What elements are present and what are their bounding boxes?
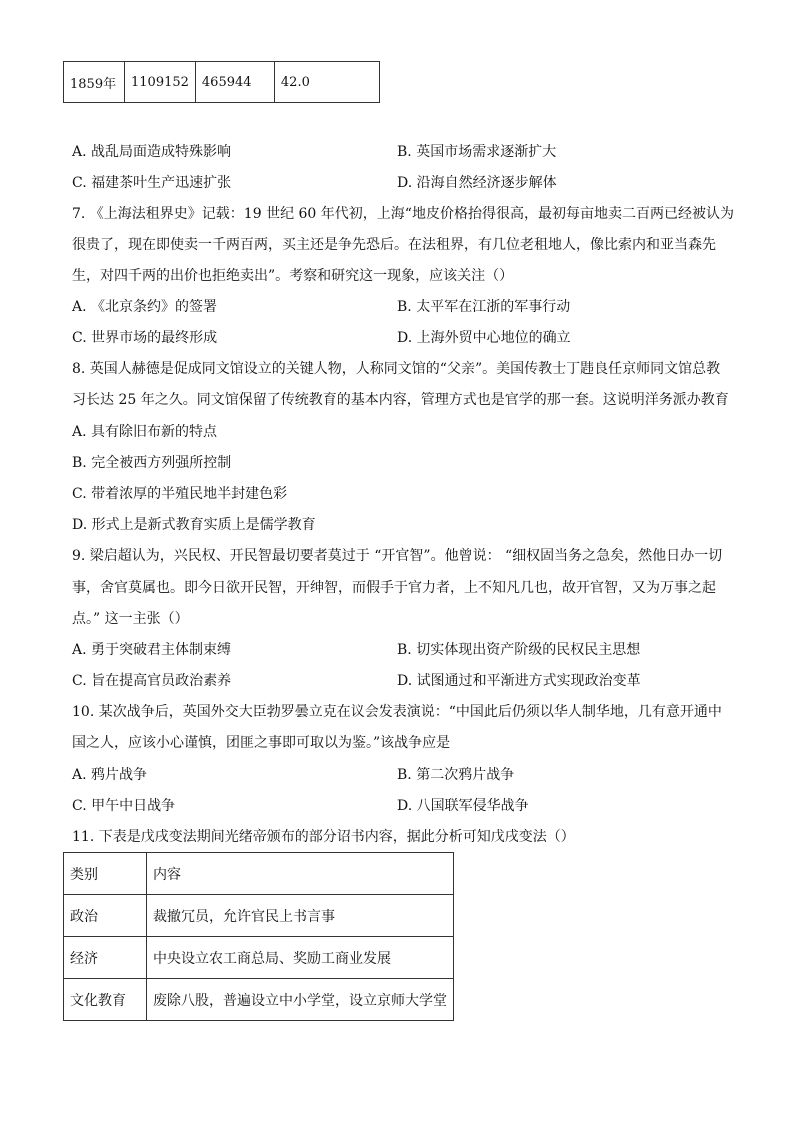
q10-option-b: B. 第二次鸦片战争 xyxy=(397,767,515,783)
table-cell: 1859年 xyxy=(64,62,125,103)
q7-option-a: A. 《北京条约》的签署 xyxy=(72,299,218,315)
table-cell: 经济 xyxy=(64,937,147,979)
q11-stem-line1: 11. 下表是戊戌变法期间光绪帝颁布的部分诏书内容，据此分析可知戊戌变法（） xyxy=(72,829,575,845)
q8-option-a: A. 具有除旧布新的特点 xyxy=(72,424,218,440)
table-row xyxy=(64,895,454,937)
data-table-fragment xyxy=(63,61,380,103)
q7-stem-line3: 生，对四千两的出价也拒绝卖出”。考察和研究这一现象，应该关注（） xyxy=(72,268,514,284)
q8-stem-line1: 8. 英国人赫德是促成同文馆设立的关键人物，人称同文馆的“父亲”。美国传教士丁韪良任京师同文馆总教 xyxy=(72,361,721,377)
q10-option-c: C. 甲午中日战争 xyxy=(72,798,176,814)
q9-option-c: C. 旨在提高官员政治素养 xyxy=(72,673,232,689)
table-cell: 废除八股，普遍设立中小学堂，设立京师大学堂 xyxy=(147,979,454,1021)
table-cell: 465944 xyxy=(195,62,274,103)
table-cell: 42.0 xyxy=(274,62,379,103)
q7-option-c: C. 世界市场的最终形成 xyxy=(72,330,218,346)
q9-stem-line1: 9. 梁启超认为，兴民权、开民智最切要者莫过于 “开官智”。他曾说： “细权固当务之急矣，然他日办一切 xyxy=(72,548,723,564)
q10-option-d: D. 八国联军侵华战争 xyxy=(397,798,529,814)
q10-stem-line1: 10. 某次战争后，英国外交大臣勃罗曇立克在议会发表演说：“中国此后仍须以华人制华地，几有意开通中 xyxy=(72,704,722,720)
q9-stem-line2: 事，舍官莫属也。即今日欲开民智，开绅智，而假手于官力者，上不知凡几也，故开官智，又为万事之起 xyxy=(72,580,716,596)
edicts-table xyxy=(63,852,454,1021)
q7-stem-line2: 很贵了，现在即使卖一千两百两，买主还是争先恐后。在法租界，有几位老租地人，像比索内和亚当森先 xyxy=(72,237,716,253)
q8-option-d: D. 形式上是新式教育实质上是儒学教育 xyxy=(72,517,316,533)
q6-option-c: C. 福建茶叶生产迅速扩张 xyxy=(72,175,232,191)
q7-stem-line1: 7. 《上海法租界史》记载：19 世纪 60 年代初，上海“地皮价格抬得很高，最初每亩地卖二百两已经被认为 xyxy=(72,206,734,222)
q9-option-a: A. 勇于突破君主体制束缚 xyxy=(72,642,232,658)
q6-option-b: B. 英国市场需求逐渐扩大 xyxy=(397,144,557,160)
table-header-row xyxy=(64,853,454,895)
q8-stem-line2: 习长达 25 年之久。同文馆保留了传统教育的基本内容，管理方式也是官学的那一套。这说明洋务派办教育 xyxy=(72,392,729,408)
q6-option-a: A. 战乱局面造成特殊影响 xyxy=(72,144,232,160)
q8-option-b: B. 完全被西方列强所控制 xyxy=(72,455,232,471)
q10-stem-line2: 国之人，应该小心谨慎，团匪之事即可取以为鉴。”该战争应是 xyxy=(72,735,451,751)
table-cell: 裁撤冗员，允许官民上书言事 xyxy=(147,895,454,937)
table-header-cell: 内容 xyxy=(147,853,454,895)
table-cell: 中央设立农工商总局、奖励工商业发展 xyxy=(147,937,454,979)
q9-stem-line3: 点。” 这一主张（） xyxy=(72,611,189,627)
q7-option-d: D. 上海外贸中心地位的确立 xyxy=(397,330,571,346)
q6-option-d: D. 沿海自然经济逐步解体 xyxy=(397,175,557,191)
table-row xyxy=(64,937,454,979)
q9-option-d: D. 试图通过和平渐进方式实现政治变革 xyxy=(397,673,641,689)
table-row xyxy=(64,979,454,1021)
table-row xyxy=(64,62,380,103)
table-cell: 政治 xyxy=(64,895,147,937)
q9-option-b: B. 切实体现出资产阶级的民权民主思想 xyxy=(397,642,641,658)
table-cell: 文化教育 xyxy=(64,979,147,1021)
q7-option-b: B. 太平军在江浙的军事行动 xyxy=(397,299,571,315)
q10-option-a: A. 鸦片战争 xyxy=(72,767,148,783)
q8-option-c: C. 带着浓厚的半殖民地半封建色彩 xyxy=(72,486,288,502)
table-cell: 1109152 xyxy=(125,62,196,103)
table-header-cell: 类别 xyxy=(64,853,147,895)
